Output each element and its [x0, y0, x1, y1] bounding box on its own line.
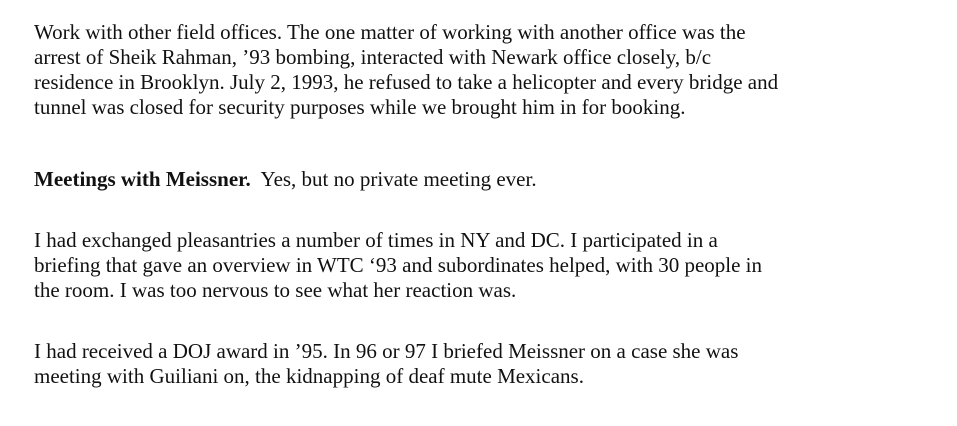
text-line: residence in Brooklyn. July 2, 1993, he refused to take a helicopter and every bridge and — [34, 70, 779, 94]
text-line: Work with other field offices. The one matter of working with another office was the — [34, 20, 746, 44]
text-line: I had received a DOJ award in ’95. In 96 or 97 I briefed Meissner on a case she was — [34, 339, 739, 363]
text-line: briefing that gave an overview in WTC ‘93 and subordinates helped, with 30 people in — [34, 253, 763, 277]
text-line: the room. I was too nervous to see what her reaction was. — [34, 278, 517, 302]
paragraph-doj-award — [34, 339, 738, 389]
section-text: Yes, but no private meeting ever. — [250, 167, 537, 191]
text-line: tunnel was closed for security purposes while we brought him in for booking. — [34, 95, 686, 119]
paragraph-meetings — [34, 167, 537, 192]
paragraph-pleasantries — [34, 228, 762, 303]
paragraph-field-offices — [34, 20, 778, 120]
text-line: I had exchanged pleasantries a number of times in NY and DC. I participated in a — [34, 228, 718, 252]
text-line: arrest of Sheik Rahman, ’93 bombing, interacted with Newark office closely, b/c — [34, 45, 712, 69]
text-line: meeting with Guiliani on, the kidnapping of deaf mute Mexicans. — [34, 364, 584, 388]
section-heading: Meetings with Meissner. — [34, 167, 251, 191]
